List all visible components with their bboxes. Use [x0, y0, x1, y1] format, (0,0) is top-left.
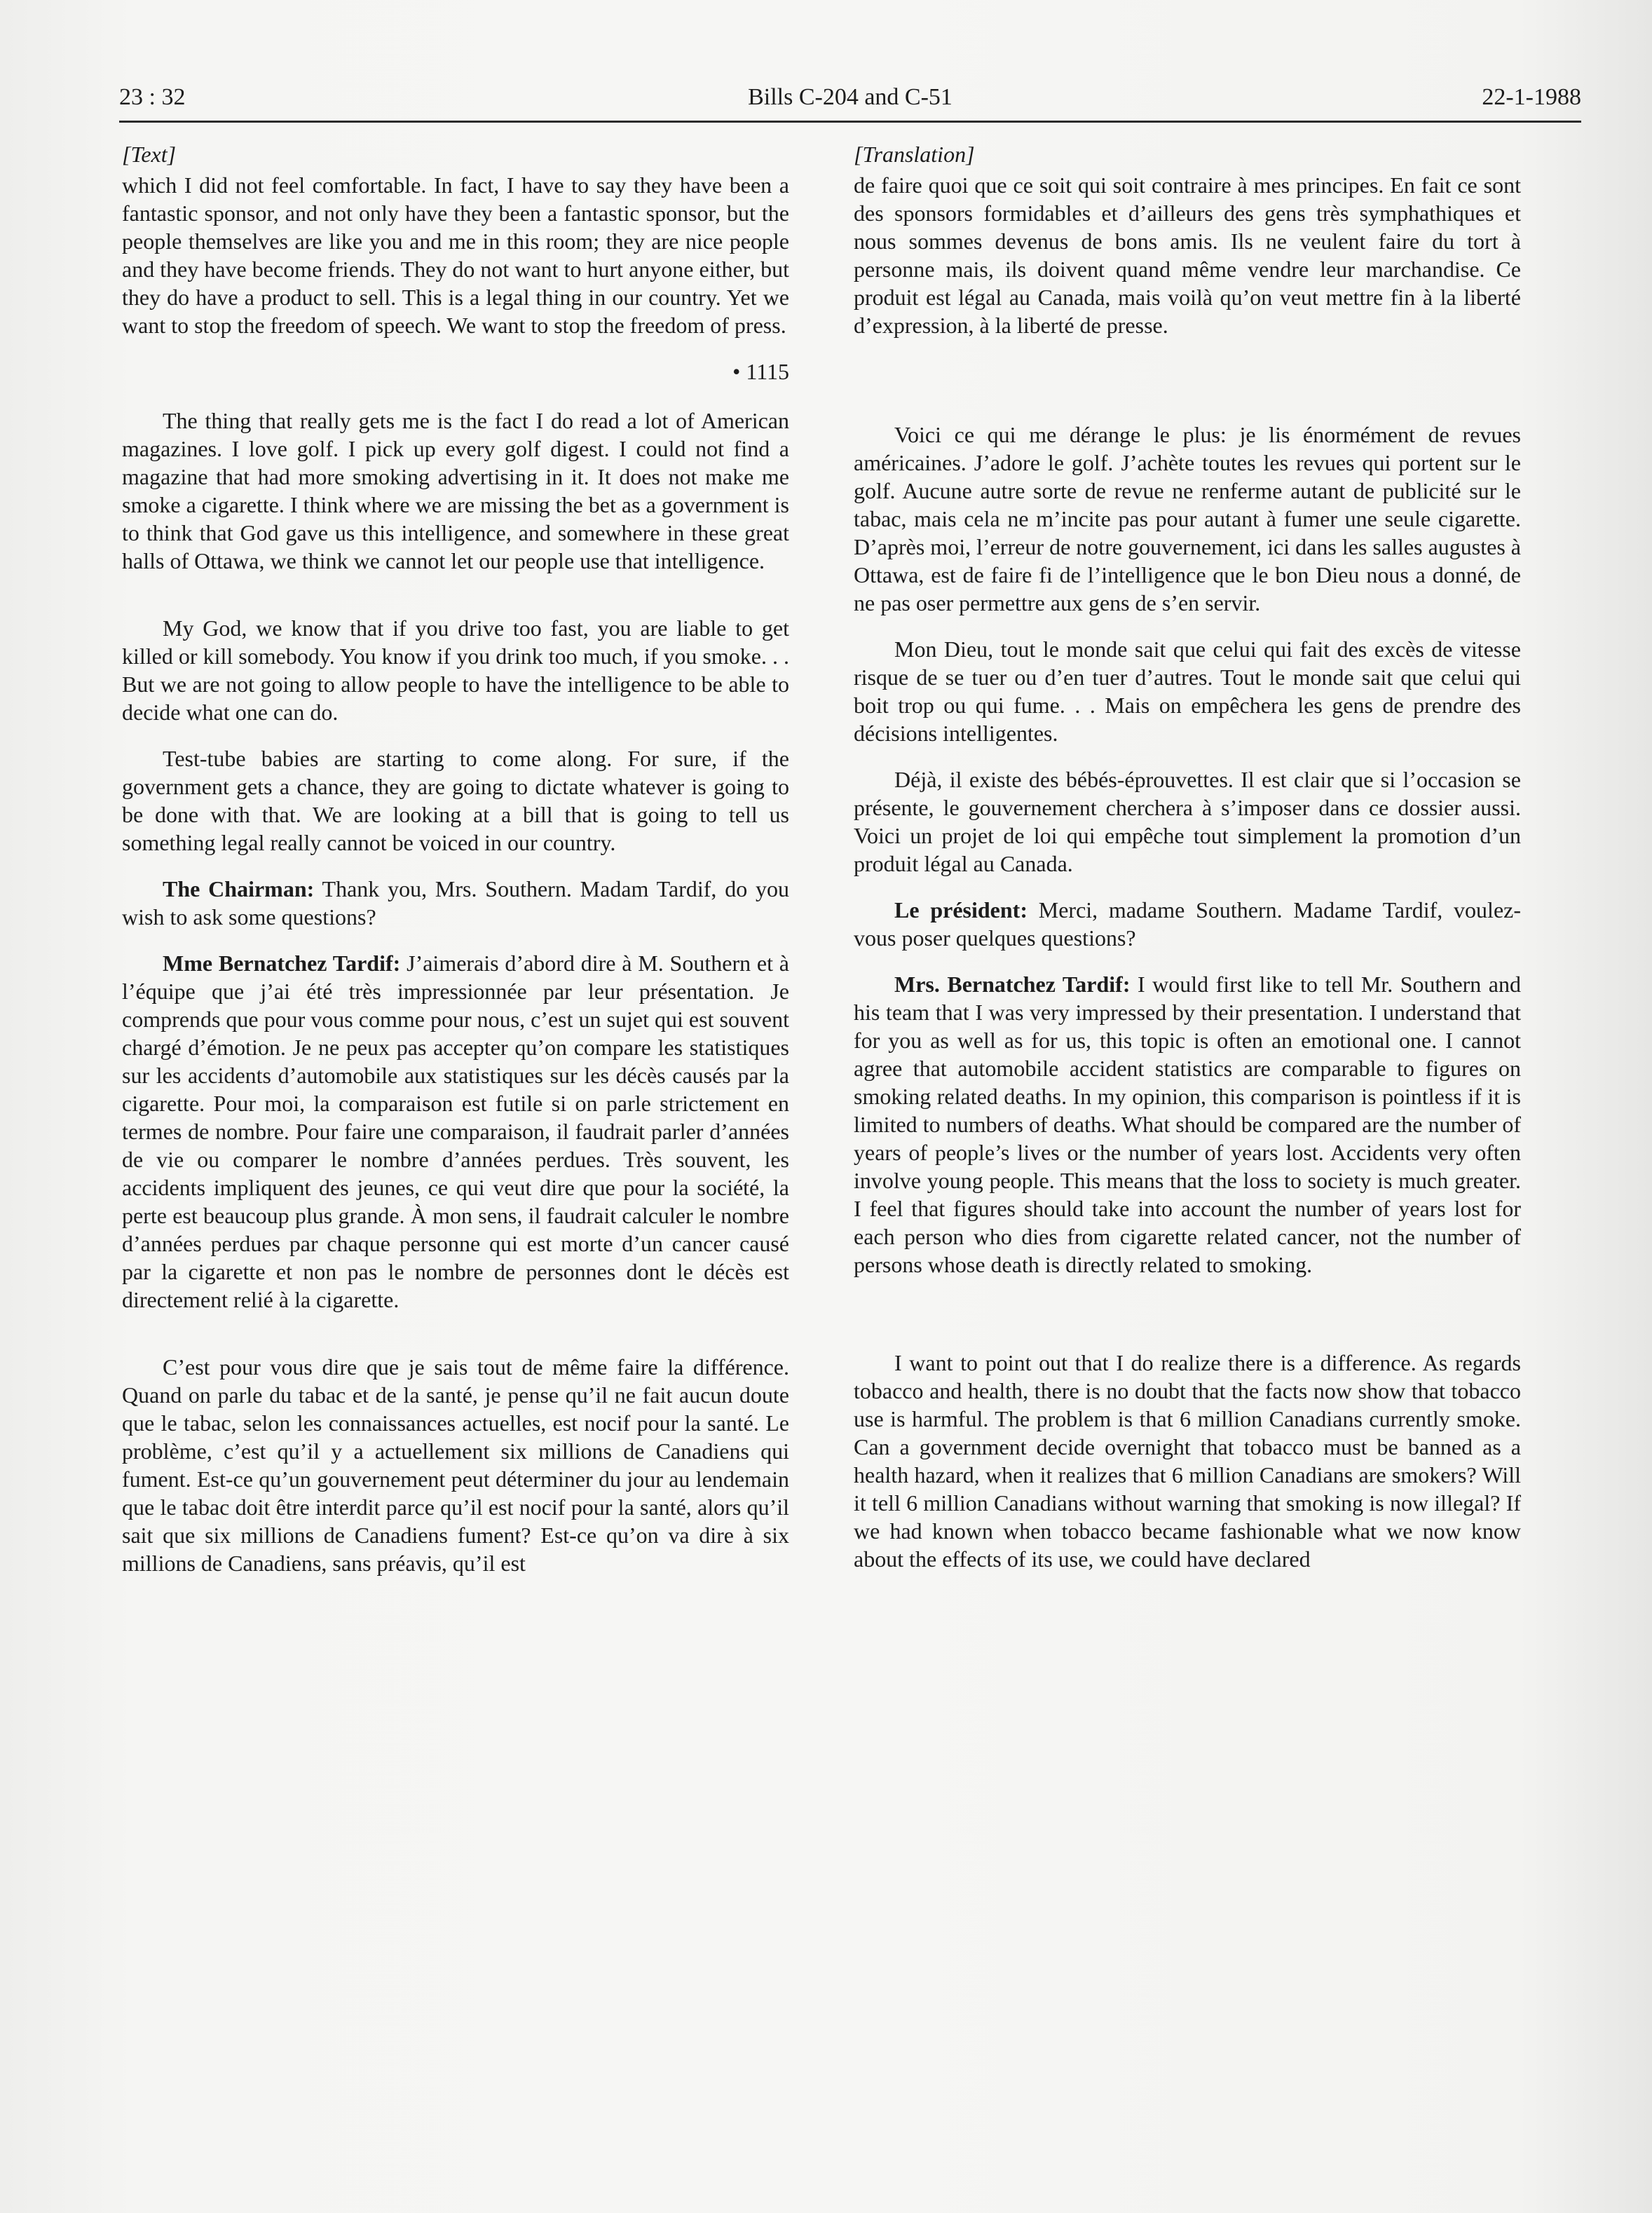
column-label-translation: [Translation] — [854, 142, 975, 167]
header-rule — [119, 121, 1581, 123]
header-date: 22-1-1988 — [1482, 84, 1581, 110]
english-column — [122, 140, 789, 1595]
speaker-name: The Chairman: — [163, 876, 315, 901]
paragraph: Déjà, il existe des bébés-éprouvettes. Il est clair que si l’occasion se présente, le gouvernement cherchera à s’imposer dans ce dossier aussi. Voici un projet de loi qui empêche tout simplement la promotion d’un produit légal au Canada. — [854, 767, 1521, 876]
speech-text: J’aimerais d’abord dire à M. Southern et à l’équipe que j’ai été très impressionnée par leur présentation. Je comprends que pour vous comme pour nous, c’est un sujet qui est souvent chargé d’émotion. Je ne peux pas accepter qu’on compare les statistiques sur les accidents d’automobile aux statistiques sur les décès causés par la cigarette. Pour moi, la comparaison est futile si on parle strictement en termes de nombre. Pour faire une comparaison, il faudrait parler d’années de vie ou comparer le nombre d’années perdues. Très souvent, les accidents impliquent des jeunes, ce qui veut dire que pour la société, la perte est beaucoup plus grande. À mon sens, il faudrait calculer le nombre d’années perdues par chaque personne qui est morte d’un cancer causé par la cigarette et non pas le nombre de personnes dont le décès est directement relié à la cigarette. — [122, 951, 790, 1312]
speaker-name: Le président: — [894, 897, 1028, 922]
speaker-paragraph — [854, 970, 1521, 1279]
paragraph: My God, we know that if you drive too fast, you are liable to get killed or kill somebody. You know if you drink too much, if you smoke. . . But we are not going to allow people to have the intelligence to be able to decide what one can do. — [122, 615, 789, 725]
paragraph: C’est pour vous dire que je sais tout de même faire la différence. Quand on parle du tabac et de la santé, je pense qu’il ne fait aucun doute que le tabac, selon les connaissances actuelles, est nocif pour la santé. Le problème, c’est qu’il y a actuellement six millions de Canadiens qui fument. Est-ce qu’un gouvernement peut déterminer du jour au lendemain que le tabac doit être interdit parce qu’il est nocif pour la santé, alors qu’il sait que six millions de Canadiens fument? Est-ce qu’on va dire à six millions de Canadiens, sans préavis, qu’il est — [122, 1354, 789, 1576]
paragraph: Voici ce qui me dérange le plus: je lis énormément de revues américaines. J’adore le golf. J’achète toutes les revues qui portent sur le golf. Aucune autre sorte de revue ne renferme autant de publicité sur le tabac, mais cela ne m’incite pas pour autant à fumer une seule cigarette. D’après moi, l’erreur de notre gouvernement, ici dans les salles augustes à Ottawa, est de faire fi de l’intelligence que le bon Dieu nous a donné, de ne pas oser permettre aux gens de s’en servir. — [854, 422, 1521, 615]
speaker-paragraph — [122, 875, 789, 931]
speaker-name: Mrs. Bernatchez Tardif: — [894, 972, 1131, 997]
paragraph: I want to point out that I do realize there is a difference. As regards tobacco and health, there is no doubt that the facts now show that tobacco use is harmful. The problem is that 6 million Canadians currently smoke. Can a government decide overnight that tobacco must be banned as a health hazard, when it realizes that 6 million Canadians are smokers? Will it tell 6 million Canadians without warning that smoking is now illegal? If we had known when tobacco became fashionable what we now know about the effects of its use, we could have declared — [854, 1350, 1521, 1572]
page-header — [119, 84, 1581, 123]
column-label-text: [Text] — [122, 142, 177, 167]
page-number: 23 : 32 — [119, 84, 186, 110]
time-marker: • 1115 — [732, 359, 789, 384]
speaker-paragraph — [122, 949, 789, 1314]
paragraph: Test-tube babies are starting to come along. For sure, if the government gets a chance, they are going to dictate whatever is going to be done with that. We are looking at a bill that is going to tell us something legal really cannot be voiced in our country. — [122, 746, 789, 855]
speech-text: Merci, madame Southern. Madame Tardif, voulez-vous poser quelques questions? — [854, 897, 1522, 951]
running-title: Bills C-204 and C-51 — [748, 84, 953, 110]
speaker-paragraph — [854, 896, 1521, 952]
french-column — [854, 140, 1521, 1591]
paragraph: which I did not feel comfortable. In fact, I have to say they have been a fantastic sponsor, and not only have they been a fantastic sponsor, but the people themselves are like you and me in this room; they are nice people and they have become friends. They do not want to hurt anyone either, but they do have a product to sell. This is a legal thing in our country. Yet we want to stop the freedom of speech. We want to stop the freedom of press. — [122, 172, 789, 338]
paragraph: The thing that really gets me is the fact I do read a lot of American magazines. I love golf. I pick up every golf digest. I could not find a magazine that had more smoking advertising in it. It does not make me smoke a cigarette. I think where we are missing the bet as a government is to think that God gave us this intelligence, and somewhere in these great halls of Ottawa, we think we cannot let our people use that intelligence. — [122, 408, 789, 573]
speaker-name: Mme Bernatchez Tardif: — [163, 951, 401, 976]
paragraph: Mon Dieu, tout le monde sait que celui qui fait des excès de vitesse risque de se tuer ou d’en tuer d’autres. Tout le monde sait que celui qui boit trop ou qui fume. . . Mais on empêchera les gens de prendre des décisions intelligentes. — [854, 636, 1521, 746]
paragraph: de faire quoi que ce soit qui soit contraire à mes principes. En fait ce sont des sponsors formidables et d’ailleurs des gens très symphathiques et nous sommes devenus de bons amis. Ils ne veulent faire du tort à personne mais, ils doivent quand même vendre leur marchandise. Ce produit est légal au Canada, mais voilà qu’on veut mettre fin à la liberté d’expression, à la liberté de presse. — [854, 172, 1521, 338]
speech-text: Thank you, Mrs. Southern. Madam Tardif, do you wish to ask some questions? — [122, 876, 790, 930]
speech-text: I would first like to tell Mr. Southern and his team that I was very impressed by their presentation. I understand that for you as well as for us, this topic is often an emotional one. I cannot agree that automobile accident statistics are comparable to figures on smoking related deaths. In my opinion, this comparison is pointless if it is limited to numbers of deaths. What should be compared are the number of years of people’s lives or the number of years lost. Accidents very often involve young people. This means that the loss to society is much greater. I feel that figures should take into account the number of years lost for each person who dies from cigarette related cancer, not the number of persons whose death is directly related to smoking. — [854, 972, 1522, 1277]
